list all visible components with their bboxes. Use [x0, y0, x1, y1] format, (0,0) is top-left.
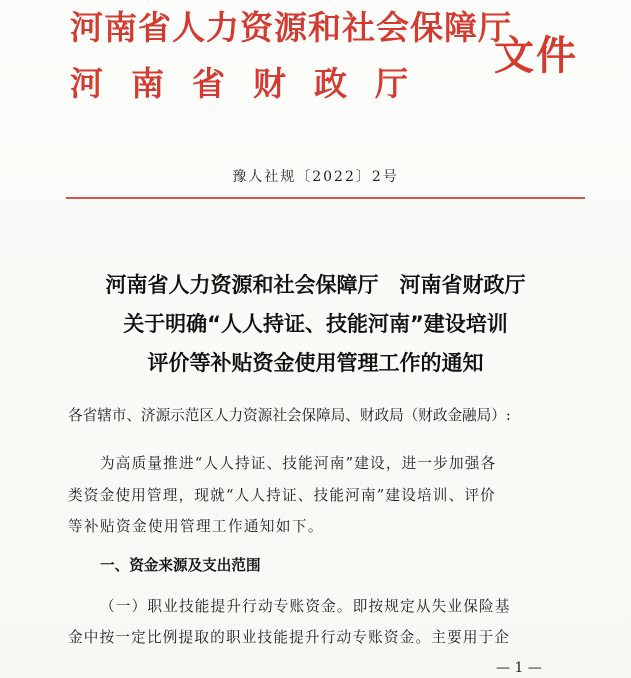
- salutation: 各省辖市、济源示范区人力资源社会保障局、财政局（财政金融局）:: [68, 407, 511, 424]
- paragraph-1-line-3: 等补贴资金使用管理工作通知如下。: [68, 518, 324, 535]
- red-divider-rule: [66, 197, 585, 199]
- title-line-1: 河南省人力资源和社会保障厅 河南省财政厅: [105, 273, 526, 297]
- paragraph-2-line-1: （一）职业技能提升行动专账资金。即按规定从失业保险基: [100, 598, 511, 615]
- title-line-2: 关于明确“人人持证、技能河南”建设培训: [123, 312, 508, 336]
- paragraph-1-line-2: 类资金使用管理，现就“人人持证、技能河南”建设培训、评价: [68, 487, 496, 504]
- issuer-name-finance-department: 河南省财政厅: [70, 64, 436, 103]
- page-number: — 1 —: [496, 660, 542, 676]
- title-line-3: 评价等补贴资金使用管理工作的通知: [147, 351, 484, 375]
- document-title: [0, 266, 631, 383]
- paragraph-2-line-2: 金中按一定比例提取的职业技能提升行动专账资金。主要用于企: [68, 629, 511, 646]
- section-1-heading: 一、资金来源及支出范围: [100, 557, 261, 574]
- document-mark: 文件: [494, 33, 578, 79]
- document-number: 豫人社规〔2022〕2号: [232, 169, 399, 185]
- paragraph-1-line-1: 为高质量推进“人人持证、技能河南”建设，进一步加强各: [100, 455, 497, 472]
- issuer-name-hr-department: 河南省人力资源和社会保障厅: [70, 8, 512, 47]
- letterhead: [0, 0, 631, 120]
